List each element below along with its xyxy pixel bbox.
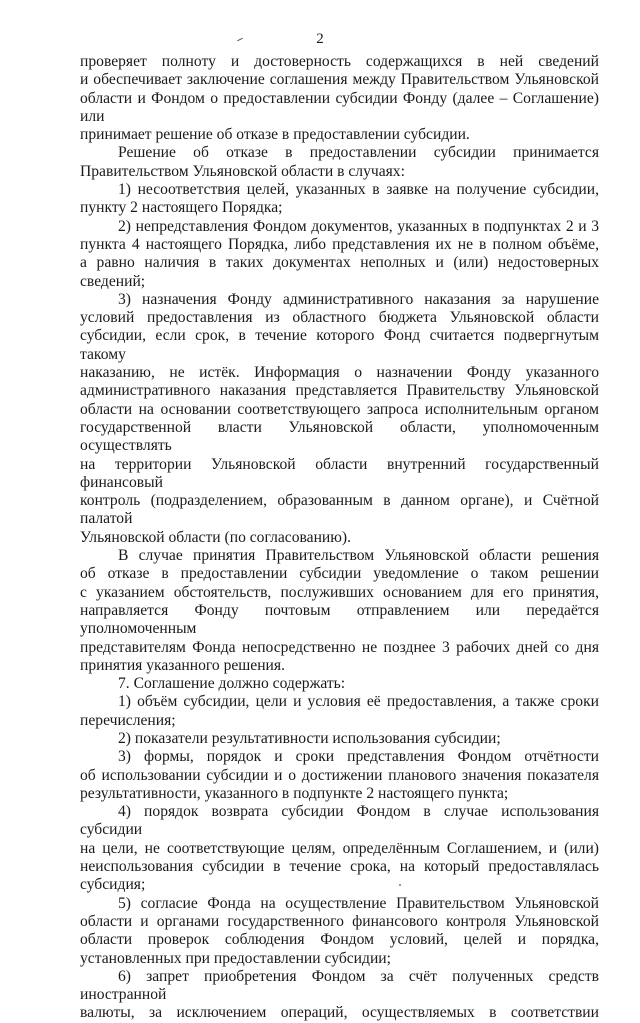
text-line: проверяет полноту и достоверность содержащихся в ней сведений bbox=[80, 53, 599, 70]
text-line: и обеспечивает заключение соглашения между Правительством Ульяновской bbox=[80, 71, 599, 89]
text-line: принятия указанного решения. bbox=[80, 656, 285, 674]
text-line: 2) непредставления Фондом документов, указанных в подпунктах 2 и 3 bbox=[118, 217, 599, 235]
text-line: перечисления; bbox=[80, 711, 176, 729]
text-line: Решение об отказе в предоставлении субсидии принимается bbox=[118, 144, 599, 162]
text-line: государственной власти Ульяновской области, уполномоченным осуществлять bbox=[80, 418, 599, 455]
text-line: субсидии, если срок, в течение которого Фонд считается подвергнутым такому bbox=[80, 327, 599, 363]
text-line: принимает решение об отказе в предоставлении субсидии. bbox=[80, 126, 470, 144]
text-line: об использовании субсидии и о достижении планового значения показателя bbox=[80, 766, 599, 784]
text-line: условий предоставления из областного бюджета Ульяновской области bbox=[80, 309, 599, 327]
text-line: неиспользования субсидии в течение срока, на который предоставлялась bbox=[80, 858, 599, 876]
text-line: области и органами государственного финансового контроля Ульяновской bbox=[80, 912, 599, 930]
text-line: контроль (подразделением, образованным в данном органе), и Счётной палатой bbox=[80, 492, 599, 528]
text-line: установленных при предоставлении субсидии; bbox=[80, 949, 391, 967]
text-line: на цели, не соответствующие целям, определённым Соглашением, и (или) bbox=[80, 839, 599, 857]
text-line: направляется Фонду почтовым отправлением или передаётся уполномоченным bbox=[80, 601, 599, 638]
text-line: пункту 2 настоящего Порядка; bbox=[80, 199, 283, 217]
text-line: административного наказания представляется Правительству Ульяновской bbox=[80, 382, 599, 400]
text-line: области на основании соответствующего запроса исполнительным органом bbox=[80, 400, 599, 418]
text-line: с указанием обстоятельств, послуживших основанием для его принятия, bbox=[80, 583, 599, 601]
text-line: области и Фондом о предоставлении субсидии Фонду (далее – Соглашение) или bbox=[80, 89, 599, 125]
text-line: 3) формы, порядок и сроки представления Фондом отчётности bbox=[118, 748, 599, 766]
text-line: 4) порядок возврата субсидии Фондом в случае использования субсидии bbox=[80, 803, 599, 839]
text-line: 5) согласие Фонда на осуществление Правительством Ульяновской bbox=[118, 894, 599, 912]
text-line: 6) запрет приобретения Фондом за счёт полученных средств иностранной bbox=[80, 967, 599, 1004]
text-line: об отказе в предоставлении субсидии уведомление о таком решении bbox=[80, 565, 599, 583]
text-line: 2) показатели результативности использования субсидии; bbox=[118, 729, 501, 747]
text-line: на территории Ульяновской области внутренний государственный финансовый bbox=[80, 455, 599, 491]
text-line: Ульяновской области (по согласованию). bbox=[80, 528, 352, 546]
text-line: представителям Фонда непосредственно не позднее 3 рабочих дней со дня bbox=[80, 638, 599, 656]
text-line: пункта 4 настоящего Порядка, либо представления их не в полном объёме, bbox=[80, 235, 599, 253]
text-line: сведений; bbox=[80, 272, 146, 290]
text-line: 1) объём субсидии, цели и условия её предоставления, а также сроки bbox=[118, 693, 599, 711]
text-line: результативности, указанного в подпункте 2 настоящего пункта; bbox=[80, 784, 509, 802]
text-line: 1) несоответствия целей, указанных в заявке на получение субсидии, bbox=[118, 181, 599, 199]
page-number: 2 bbox=[316, 31, 324, 47]
text-line: В случае принятия Правительством Ульяновской области решения bbox=[118, 547, 599, 565]
text-line: субсидия; bbox=[80, 876, 146, 894]
text-line: области проверок соблюдения Фондом условий, целей и порядка, bbox=[80, 931, 599, 949]
text-line: 7. Соглашение должно содержать: bbox=[118, 675, 346, 693]
text-line: валюты, за исключением операций, осуществляемых в соответствии bbox=[80, 1004, 599, 1022]
text-line: Правительством Ульяновской области в случаях: bbox=[80, 162, 405, 180]
text-line: а равно наличия в таких документах неполных и (или) недостоверных bbox=[80, 254, 599, 272]
text-line: наказанию, не истёк. Информация о назначении Фонду указанного bbox=[80, 364, 599, 382]
document-body bbox=[80, 53, 599, 1023]
text-line: 3) назначения Фонду административного наказания за нарушение bbox=[118, 290, 599, 308]
